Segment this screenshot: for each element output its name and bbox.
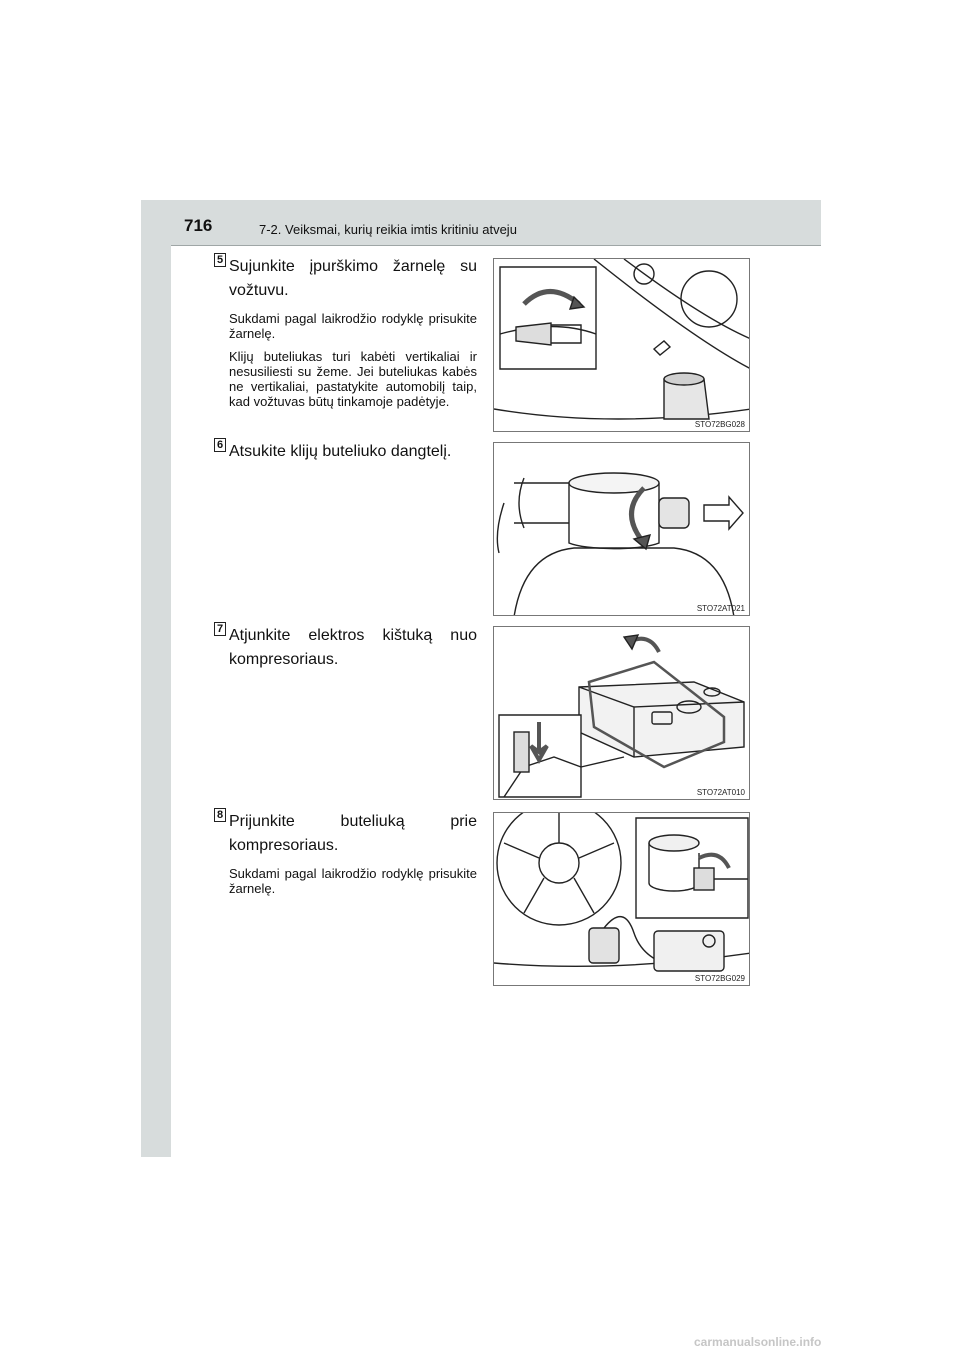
step-badge-6: 6 xyxy=(214,438,226,452)
compressor-plug-illustration xyxy=(494,627,750,800)
step-8-note-1: Sukdami pagal laikrodžio rodyklę prisukite žarnelę. xyxy=(229,866,477,896)
step-5-note-2: Klijų buteliukas turi kabėti vertikaliai ir nesusiliesti su žeme. Jei buteliukas kabės ne vertikaliai, pastatykite automobilį taip, kad vožtuvas būtų tinkamoje padėtyje. xyxy=(229,349,477,409)
step-badge-5: 5 xyxy=(214,253,226,267)
step-6-text xyxy=(229,440,477,464)
figure-step-8 xyxy=(493,812,750,986)
figure-code-6: STO72AT021 xyxy=(696,604,745,613)
side-margin-band xyxy=(141,200,171,1157)
bottle-compressor-connection-illustration xyxy=(494,813,750,986)
watermark: carmanualsonline.info xyxy=(694,1335,822,1349)
step-8-instruction: Prijunkite buteliuką prie kompresoriaus. xyxy=(229,813,477,854)
figure-code-5: STO72BG028 xyxy=(694,420,745,429)
step-7-instruction: Atjunkite elektros kištuką nuo kompresoriaus. xyxy=(229,627,477,668)
figure-code-7: STO72AT010 xyxy=(696,788,745,797)
step-5-text xyxy=(229,255,477,409)
step-badge-7: 7 xyxy=(214,622,226,636)
hose-valve-illustration xyxy=(494,259,750,432)
step-6-instruction: Atsukite klijų buteliuko dangtelį. xyxy=(229,443,452,460)
page-number: 716 xyxy=(184,216,213,235)
figure-step-6 xyxy=(493,442,750,616)
section-title: 7-2. Veiksmai, kurių reikia imtis kritiniu atveju xyxy=(259,222,517,237)
step-5-instruction: Sujunkite įpurškimo žarnelę su vožtuvu. xyxy=(229,258,477,299)
figure-code-8: STO72BG029 xyxy=(694,974,745,983)
header-divider xyxy=(171,245,821,246)
bottle-cap-illustration xyxy=(494,443,750,616)
step-badge-8: 8 xyxy=(214,808,226,822)
figure-step-5 xyxy=(493,258,750,432)
step-5-note-1: Sukdami pagal laikrodžio rodyklę prisukite žarnelę. xyxy=(229,311,477,341)
step-8-text xyxy=(229,810,477,896)
figure-step-7 xyxy=(493,626,750,800)
step-7-text xyxy=(229,624,477,672)
